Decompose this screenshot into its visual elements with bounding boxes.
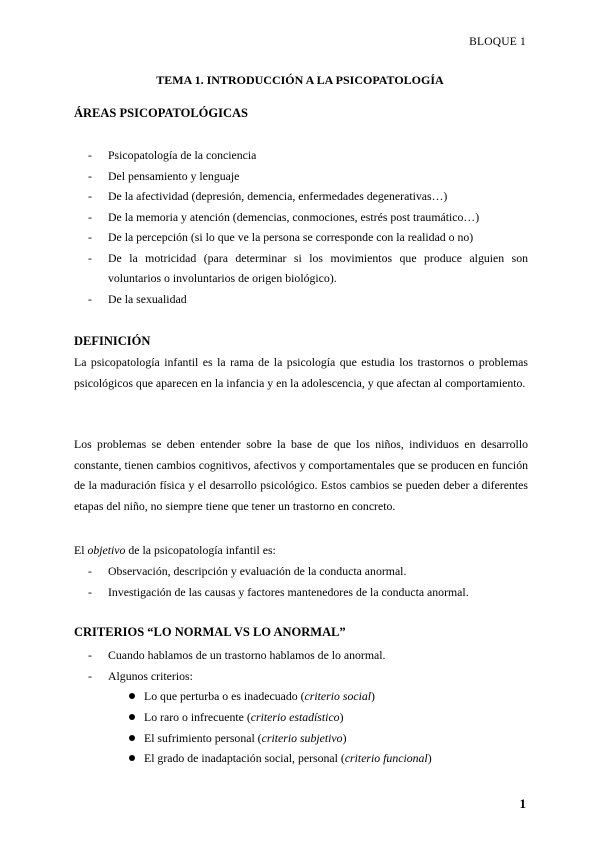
bullet-icon [129,714,135,720]
dash-marker: - [88,168,92,183]
dash-marker: - [88,648,92,662]
page-number: 1 [519,796,526,811]
dash-marker: - [88,668,92,683]
list-item: - Investigación de las causas y factores mantenedores de la conducta anormal. [88,582,528,603]
objective-word: objetivo [87,543,126,557]
list-item: - De la percepción (si lo que ve la persona se corresponde con la realidad o no) [88,227,528,248]
dash-marker: - [88,584,92,599]
page-title: TEMA 1. INTRODUCCIÓN A LA PSICOPATOLOGÍA [156,73,444,87]
definition-paragraph-2: Los problemas se deben entender sobre la base de que los niños, individuos en desarrollo constante, tienen cambios cognitivos, afectivos y comportamentales que se producen en función de la maduración física y el desarrollo psicológico. Estos cambios se pueden deber a diferentes etapas del niño, no siempre tiene que tener un trastorno en concreto. [74,437,528,513]
dash-marker: - [88,564,92,578]
criteria-heading: CRITERIOS “LO NORMAL VS LO ANORMAL” [74,625,346,639]
objective-list [88,561,528,602]
areas-heading: ÁREAS PSICOPATOLÓGICAS [74,106,248,120]
criteria-sub-list [126,686,506,769]
list-item: - De la sexualidad [88,289,528,310]
list-item: - Observación, descripción y evaluación de la conducta anormal. [88,561,528,582]
list-item: El grado de inadaptación social, personal (criterio funcional) [126,748,506,769]
list-item: Lo que perturba o es inadecuado (criterio social) [126,686,506,707]
block-label: BLOQUE 1 [469,36,526,48]
criteria-list [88,645,528,686]
list-item: - Cuando hablamos de un trastorno hablamos de lo anormal. [88,645,528,666]
dash-marker: - [88,250,92,265]
bullet-icon [129,755,135,761]
list-item: Lo raro o infrecuente (criterio estadístico) [126,707,506,728]
areas-list [88,145,528,309]
list-item: - Del pensamiento y lenguaje [88,166,528,187]
bullet-icon [129,735,135,741]
objective-intro: El objetivo de la psicopatología infantil es: [74,543,276,557]
list-item: - Psicopatología de la conciencia [88,145,528,166]
dash-marker: - [88,189,92,203]
definition-heading: DEFINICIÓN [74,334,151,348]
list-item: - De la memoria y atención (demencias, conmociones, estrés post traumático…) [88,207,528,228]
dash-marker: - [88,148,92,162]
dash-marker: - [88,209,92,224]
list-item: - De la motricidad (para determinar si los movimientos que produce alguien son voluntarios o involuntarios de origen biológico). [88,248,528,289]
list-item: - De la afectividad (depresión, demencia, enfermedades degenerativas…) [88,186,528,207]
dash-marker: - [88,291,92,306]
list-item: El sufrimiento personal (criterio subjetivo) [126,728,506,749]
dash-marker: - [88,230,92,244]
bullet-icon [129,693,135,699]
definition-paragraph-1: La psicopatología infantil es la rama de la psicología que estudia los trastornos o problemas psicológicos que aparecen en la infancia y en la adolescencia, y que afectan al comportamiento. [74,355,528,390]
list-item: - Algunos criterios: [88,666,528,687]
